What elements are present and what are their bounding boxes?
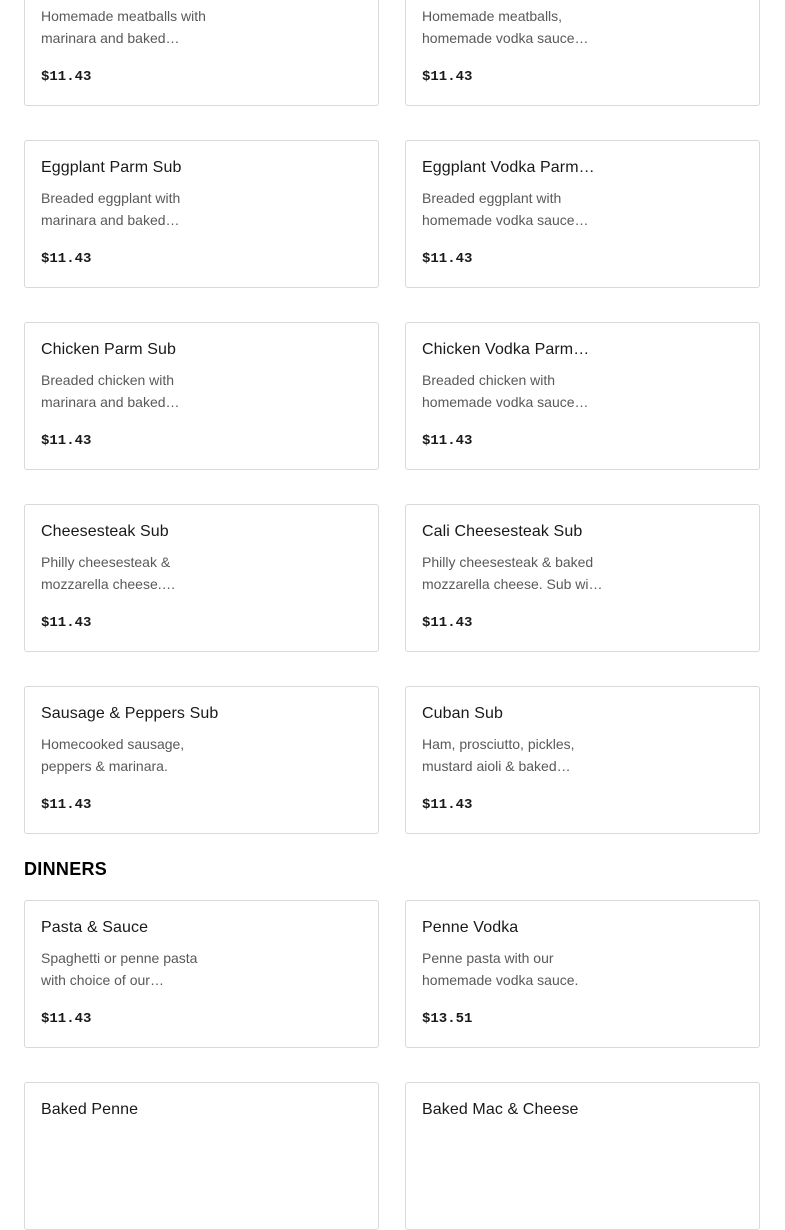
menu-item-card[interactable] [24, 1082, 379, 1230]
item-name: Sausage & Peppers Sub [41, 705, 219, 722]
item-description: Breaded chicken with homemade vodka sauce… [422, 372, 589, 410]
item-name: Pasta & Sauce [41, 919, 149, 936]
item-name: Cuban Sub [422, 705, 503, 722]
menu-item-card[interactable] [24, 686, 379, 834]
menu-item-card[interactable] [24, 504, 379, 652]
item-description: Breaded eggplant with homemade vodka sauce… [422, 190, 589, 228]
menu-item-card[interactable] [24, 0, 379, 106]
item-price: $11.43 [41, 1011, 92, 1027]
item-description: Spaghetti or penne pasta with choice of our… [41, 950, 198, 988]
item-price: $13.51 [422, 1011, 473, 1027]
item-name: Penne Vodka [422, 919, 519, 936]
item-name: Chicken Parm Sub [41, 341, 176, 358]
section-title-dinners: DINNERS [24, 859, 108, 879]
item-price: $11.43 [41, 251, 92, 267]
item-description: Breaded chicken with marinara and baked… [41, 372, 180, 410]
item-price: $11.43 [41, 69, 92, 85]
item-price: $11.43 [41, 615, 92, 631]
item-description: Philly cheesesteak & baked mozzarella cheese. Sub wi… [422, 554, 603, 592]
item-name: Cheesesteak Sub [41, 523, 169, 540]
item-name: Chicken Vodka Parm… [422, 341, 590, 358]
menu-item-card[interactable] [405, 686, 760, 834]
menu-item-card[interactable] [405, 140, 760, 288]
item-price: $11.43 [422, 433, 473, 449]
item-price: $11.43 [422, 251, 473, 267]
item-description: Philly cheesesteak & mozzarella cheese.… [41, 554, 176, 592]
item-description: Breaded eggplant with marinara and baked… [41, 190, 181, 228]
item-name: Baked Penne [41, 1101, 139, 1118]
item-price: $11.43 [41, 433, 92, 449]
menu-item-card[interactable] [24, 900, 379, 1048]
item-description: Homecooked sausage, peppers & marinara. [41, 736, 185, 774]
menu-item-card[interactable] [24, 140, 379, 288]
menu-item-card[interactable] [405, 900, 760, 1048]
item-price: $11.43 [422, 797, 473, 813]
item-name: Eggplant Vodka Parm… [422, 159, 595, 176]
menu-item-card[interactable] [24, 322, 379, 470]
item-description: Homemade meatballs with marinara and baked… [41, 8, 206, 46]
item-name: Eggplant Parm Sub [41, 159, 182, 176]
item-name: Cali Cheesesteak Sub [422, 523, 583, 540]
menu-item-card[interactable] [405, 1082, 760, 1230]
menu-item-card[interactable] [405, 322, 760, 470]
item-price: $11.43 [422, 69, 473, 85]
item-description: Ham, prosciutto, pickles, mustard aioli & baked… [422, 736, 575, 774]
item-price: $11.43 [422, 615, 473, 631]
item-description: Penne pasta with our homemade vodka sauce. [422, 950, 579, 988]
item-name: Baked Mac & Cheese [422, 1101, 579, 1118]
item-description: Homemade meatballs, homemade vodka sauce… [422, 8, 589, 46]
menu-item-card[interactable] [405, 504, 760, 652]
item-price: $11.43 [41, 797, 92, 813]
menu-item-card[interactable] [405, 0, 760, 106]
